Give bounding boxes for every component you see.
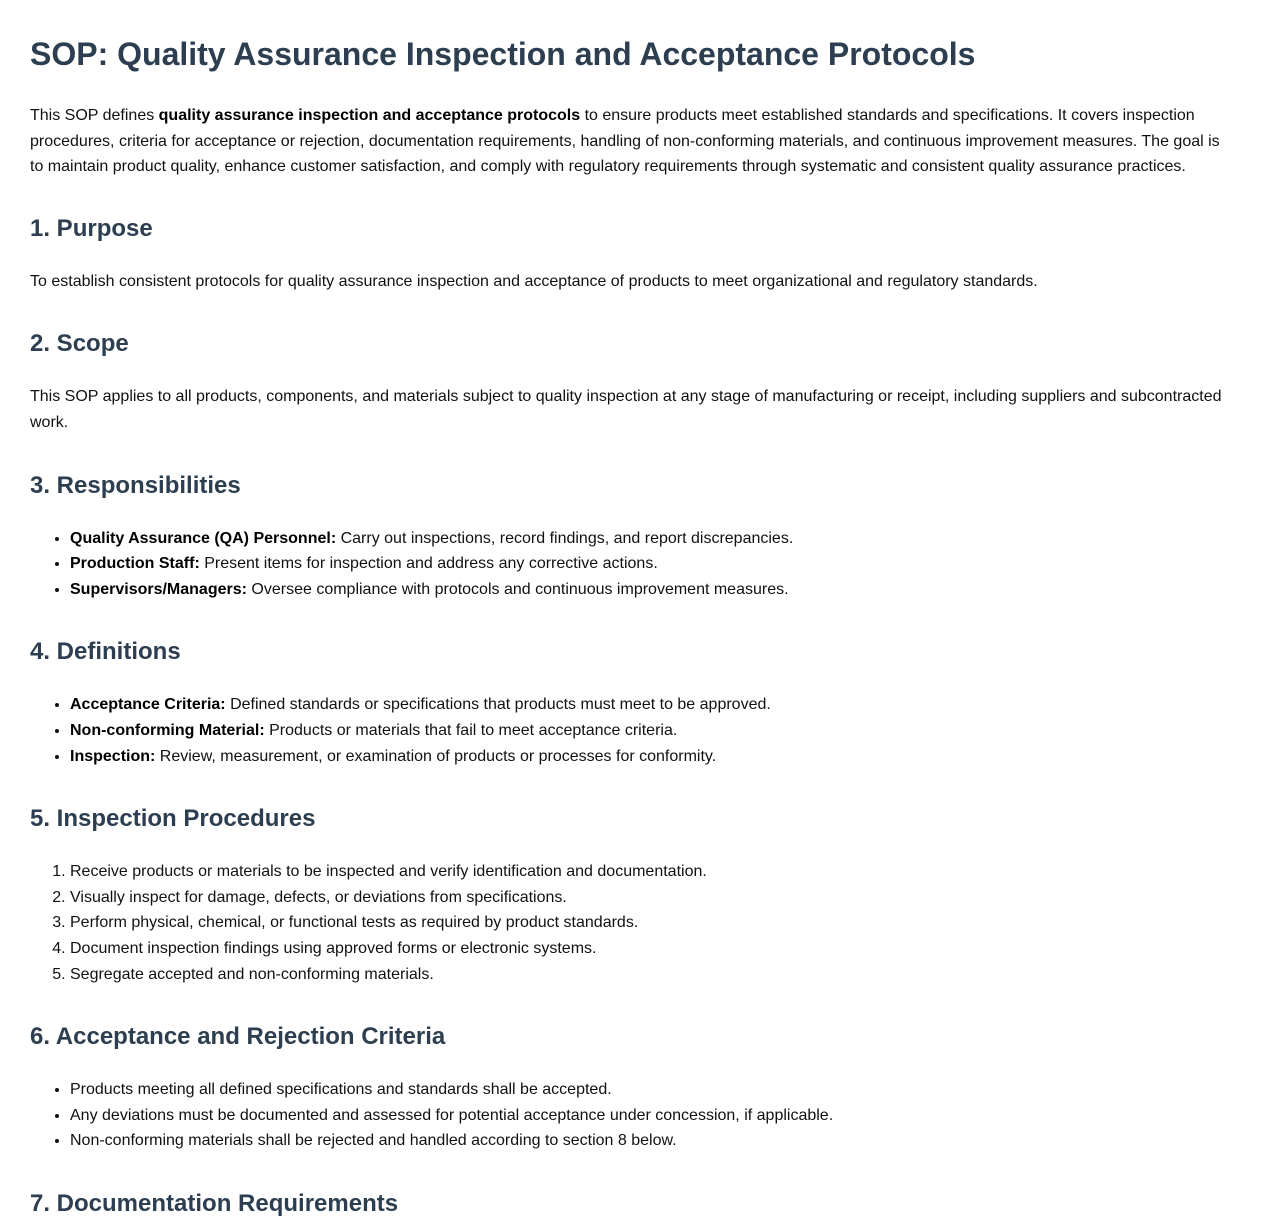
intro-bold-phrase: quality assurance inspection and acceptance protocols: [158, 107, 581, 124]
section-heading-inspection-procedures: 5. Inspection Procedures: [30, 805, 316, 833]
list-item-term: Quality Assurance (QA) Personnel:: [70, 529, 337, 547]
intro-paragraph: [30, 103, 1233, 180]
list-item-desc: Oversee compliance with protocols and continuous improvement measures.: [246, 580, 789, 598]
list-item: [70, 526, 1233, 552]
list-item: 5. Segregate accepted and non-conforming materials.: [70, 962, 1233, 988]
list-item: 2. Visually inspect for damage, defects, or deviations from specifications.: [70, 885, 1233, 911]
list-item: • Products meeting all defined specifications and standards shall be accepted.: [70, 1077, 1233, 1103]
list-item-desc: Products or materials that fail to meet acceptance criteria.: [264, 721, 678, 739]
list-item: 4. Document inspection findings using approved forms or electronic systems.: [70, 936, 1233, 962]
scope-text: This SOP applies to all products, components, and materials subject to quality inspection at any stage of manufacturing or receipt, including suppliers and subcontracted work.: [30, 388, 1222, 431]
list-item: 1. Receive products or materials to be inspected and verify identification and documentation.: [70, 859, 1233, 885]
section-heading-definitions: 4. Definitions: [30, 638, 181, 666]
definitions-list: [30, 692, 1233, 769]
list-item-term: Inspection:: [70, 747, 156, 765]
section-heading-acceptance-criteria: 6. Acceptance and Rejection Criteria: [30, 1023, 446, 1051]
section-heading-scope: 2. Scope: [30, 330, 129, 358]
list-item: [70, 551, 1233, 577]
list-item: • Non-conforming materials shall be rejected and handled according to section 8 below.: [70, 1128, 1233, 1154]
section-heading-purpose: 1. Purpose: [30, 214, 153, 242]
list-item-desc: Carry out inspections, record findings, and report discrepancies.: [336, 529, 794, 547]
list-item-term: Supervisors/Managers:: [70, 580, 247, 598]
list-item: 3. Perform physical, chemical, or functional tests as required by product standards.: [70, 910, 1233, 936]
list-item-desc: Review, measurement, or examination of products or processes for conformity.: [155, 747, 717, 765]
responsibilities-list: [30, 526, 1233, 603]
list-item: [70, 692, 1233, 718]
list-item-desc: Present items for inspection and address any corrective actions.: [199, 555, 658, 573]
procedures-list: [30, 859, 1233, 987]
list-item-term: Production Staff:: [70, 555, 200, 573]
page-title: SOP: Quality Assurance Inspection and Acceptance Protocols: [30, 36, 976, 72]
list-item: [70, 718, 1233, 744]
list-item-term: Acceptance Criteria:: [70, 696, 226, 714]
list-item-term: Non-conforming Material:: [70, 721, 265, 739]
intro-text-start: This SOP defines: [30, 107, 159, 124]
intro-text-end: to ensure products meet established standards and specifications. It covers inspection procedures, criteria for acceptance or rejection, documentation requirements, handling of non-conforming materials, and continuous improvement measures. The goal is to maintain product quality, enhance customer satisfaction, and comply with regulatory requirements through systematic and consistent quality assurance practices.: [30, 107, 1220, 176]
list-item: • Any deviations must be documented and assessed for potential acceptance under concession, if applicable.: [70, 1103, 1233, 1129]
criteria-list: [30, 1077, 1233, 1154]
section-heading-documentation: 7. Documentation Requirements: [30, 1189, 399, 1217]
list-item-desc: Defined standards or specifications that products must meet to be approved.: [225, 696, 771, 714]
list-item: [70, 744, 1233, 770]
section-heading-responsibilities: 3. Responsibilities: [30, 471, 241, 499]
purpose-text: To establish consistent protocols for quality assurance inspection and acceptance of products to meet organizational and regulatory standards.: [30, 272, 1038, 290]
list-item: [70, 577, 1233, 603]
